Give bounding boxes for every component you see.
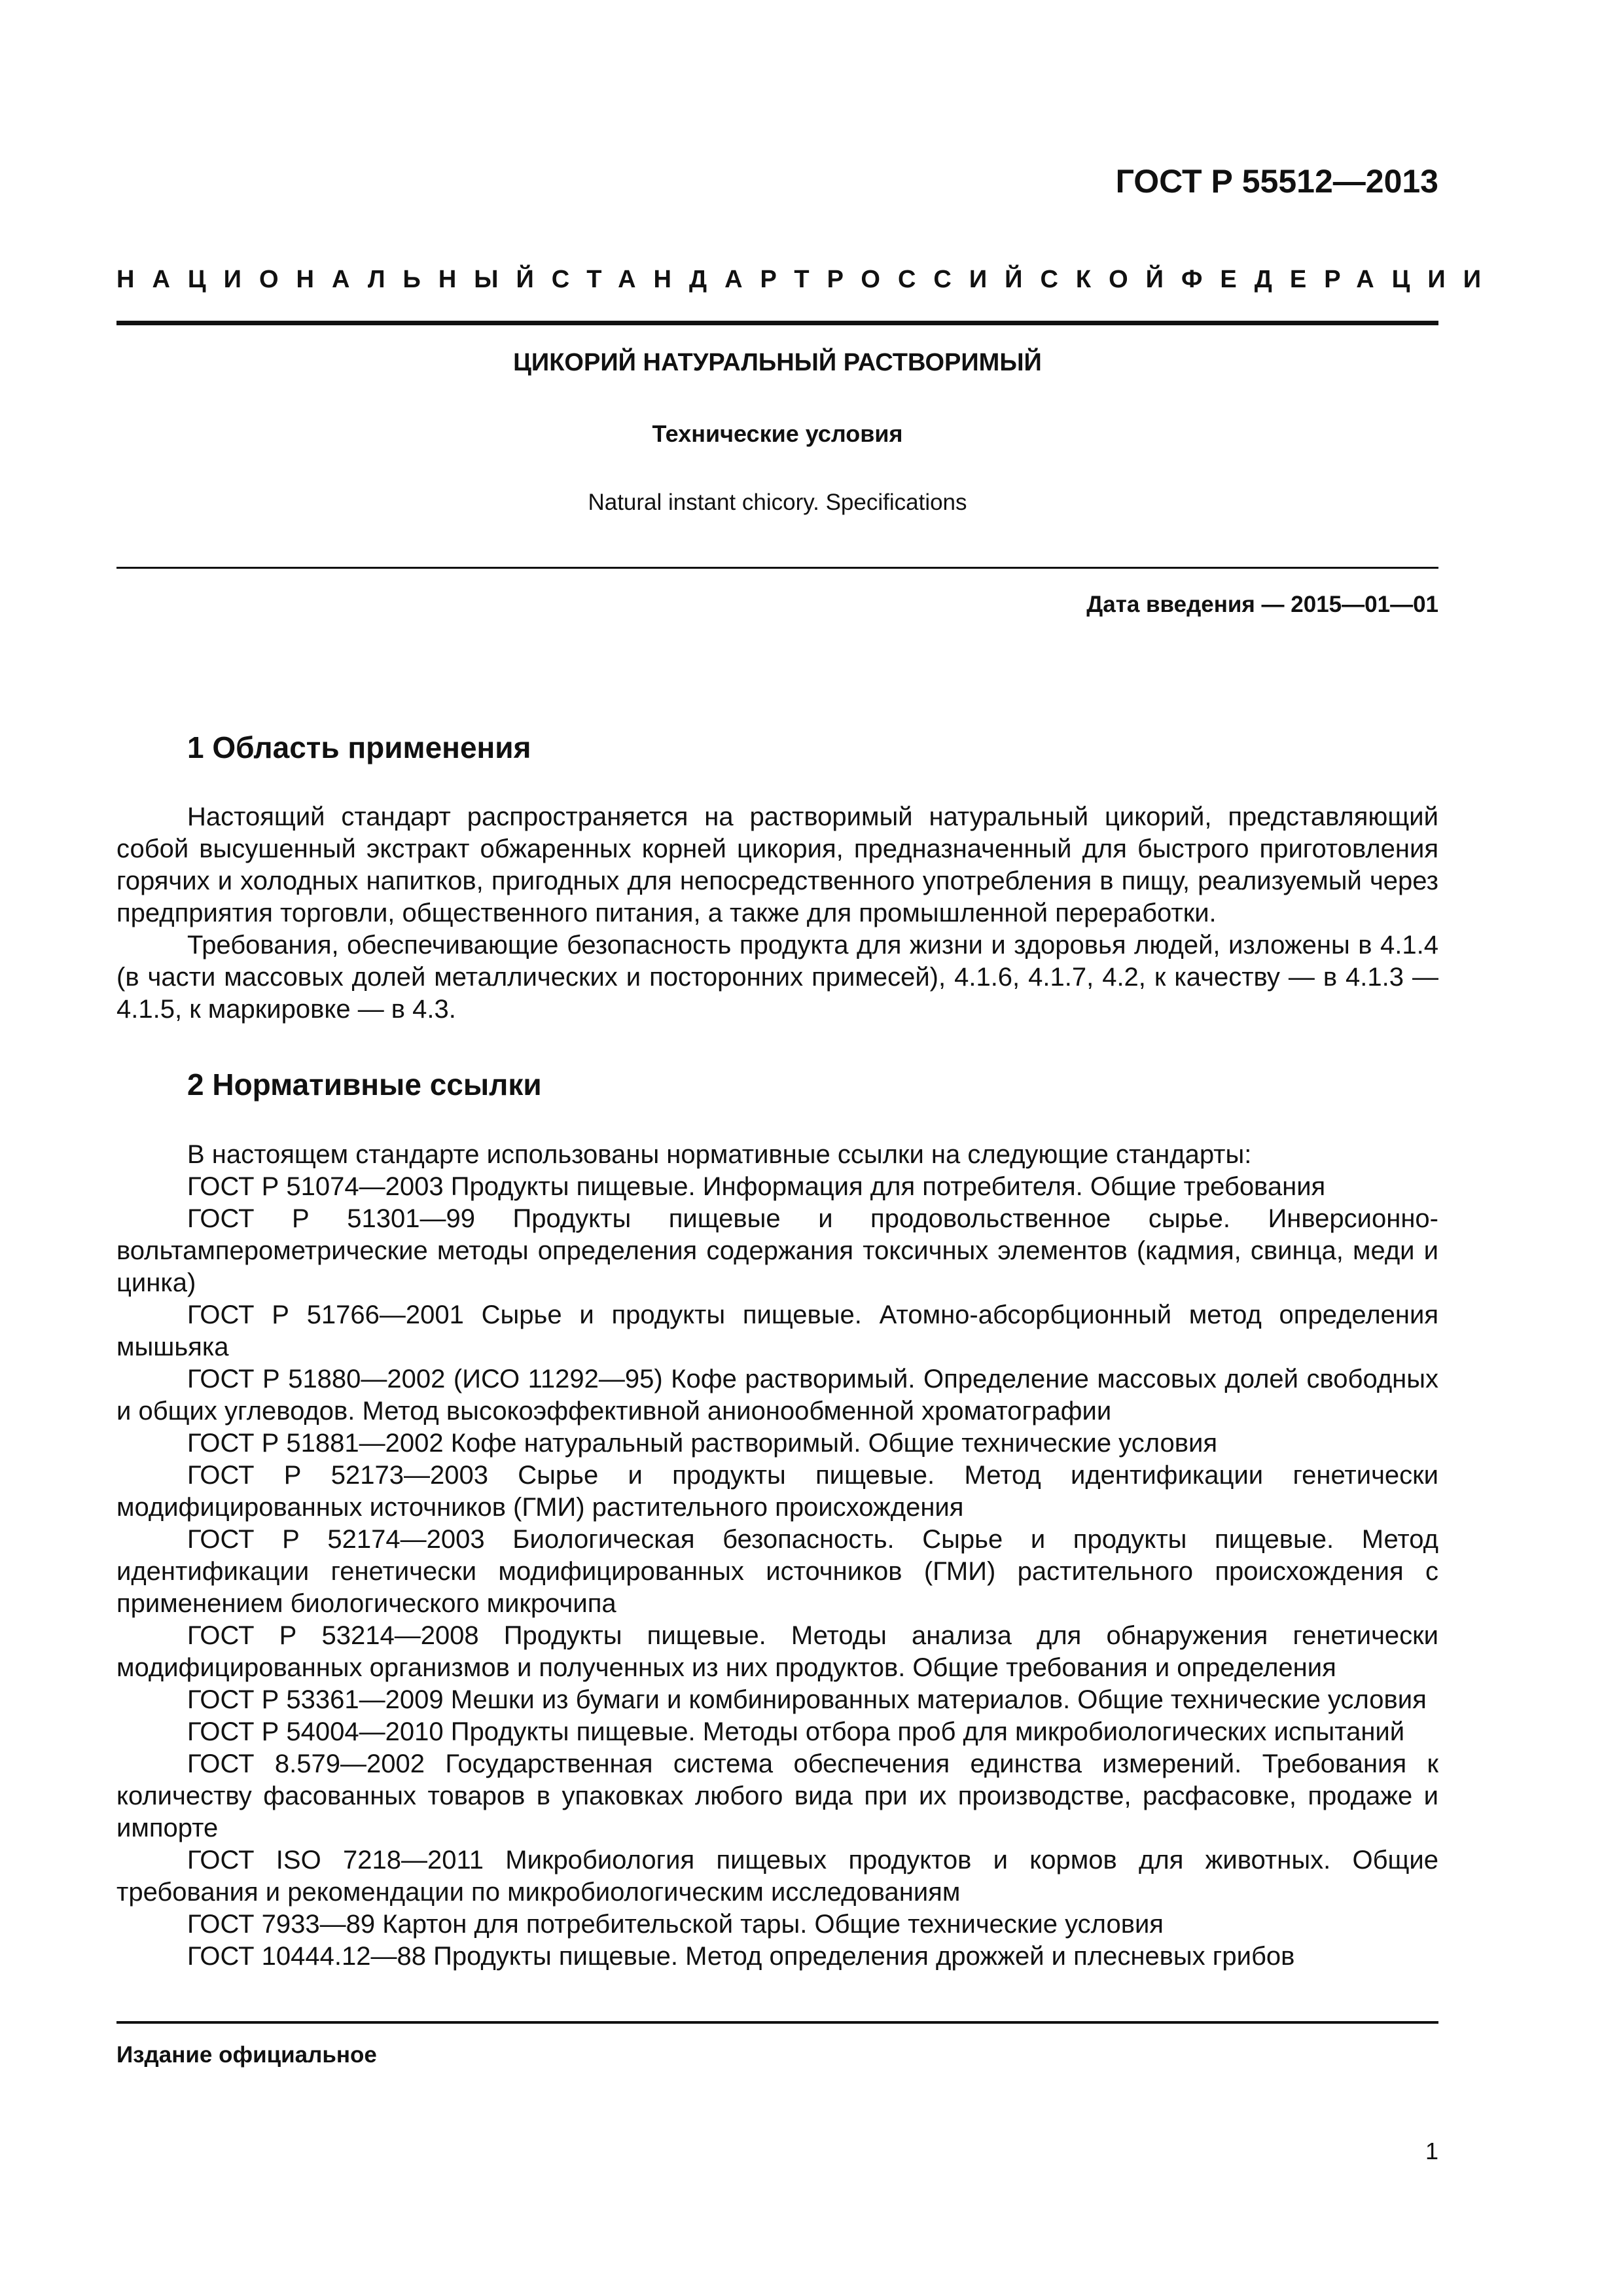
reference-item: ГОСТ Р 51766—2001 Сырье и продукты пищевые. Атомно-абсорбционный метод определения мышьяка [116,1300,1438,1361]
paragraph: Настоящий стандарт распространяется на растворимый натуральный цикорий, представляющий собой высушенный экстракт обжаренных корней цикория, предназначенный для быстрого приготовления горячих и холодных напитков, пригодных для непосредственного употребления в пищу, реализуемый через предприятия торговли, общественного питания, а также для промышленной переработки. [116,802,1438,927]
document-subtitle: Технические условия [652,420,903,447]
title-divider [116,567,1438,569]
edition-label: Издание официальное [116,2042,377,2068]
reference-item: ГОСТ Р 51881—2002 Кофе натуральный растворимый. Общие технические условия [187,1429,1218,1458]
reference-item: ГОСТ 8.579—2002 Государственная система обеспечения единства измерений. Требования к количеству фасованных товаров в упаковках любого вида при их производстве, расфасовке, продаже и импорте [116,1749,1438,1842]
reference-item: ГОСТ Р 54004—2010 Продукты пищевые. Методы отбора проб для микробиологических испытаний [187,1717,1405,1746]
page-number: 1 [1425,2138,1438,2164]
section-body [116,1139,1438,1973]
paragraph: Требования, обеспечивающие безопасность продукта для жизни и здоровья людей, изложены в 4.1.4 (в части массовых долей металлических и посторонних примесей), 4.1.6, 4.1.7, 4.2, к качеству — в 4.1.3 — 4.1.5, к маркировке — в 4.3. [116,931,1438,1024]
national-standard-banner [116,266,1499,294]
english-title: Natural instant chicory. Specifications [588,490,967,515]
document-title: ЦИКОРИЙ НАТУРАЛЬНЫЙ РАСТВОРИМЫЙ [513,349,1042,376]
introduction-date: Дата введения — 2015—01—01 [1086,592,1438,617]
section-body [116,801,1438,1026]
reference-item: ГОСТ Р 53214—2008 Продукты пищевые. Методы анализа для обнаружения генетически модифицированных организмов и полученных из них продуктов. Общие требования и определения [116,1621,1438,1682]
banner-word: НАЦИОНАЛЬНЫЙ [116,266,552,293]
reference-item: ГОСТ Р 51880—2002 (ИСО 11292—95) Кофе растворимый. Определение массовых долей свободных и общих углеводов. Метод высокоэффективной анионообменной хроматографии [116,1365,1438,1426]
paragraph: В настоящем стандарте использованы нормативные ссылки на следующие стандарты: [187,1140,1252,1169]
banner-word: СТАНДАРТ [551,266,827,293]
banner-word: РОССИЙСКОЙ [827,266,1181,293]
header-divider [116,321,1438,325]
reference-item: ГОСТ Р 51074—2003 Продукты пищевые. Информация для потребителя. Общие требования [187,1172,1326,1201]
section-heading: 1 Область применения [187,730,531,764]
document-code: ГОСТ Р 55512—2013 [1115,163,1438,200]
reference-item: ГОСТ Р 52174—2003 Биологическая безопасность. Сырье и продукты пищевые. Метод идентификации генетически модифицированных источников (ГМИ) растительного происхождения с применением биологического микрочипа [116,1525,1438,1618]
reference-item: ГОСТ Р 51301—99 Продукты пищевые и продовольственное сырье. Инверсионно-вольтамперометрические методы определения содержания токсичных элементов (кадмия, свинца, меди и цинка) [116,1204,1438,1297]
footer-divider [116,2021,1438,2024]
reference-item: ГОСТ 7933—89 Картон для потребительской тары. Общие технические условия [187,1910,1164,1939]
reference-item: ГОСТ ISO 7218—2011 Микробиология пищевых продуктов и кормов для животных. Общие требования и рекомендации по микробиологическим исследованиям [116,1846,1438,1907]
section-heading: 2 Нормативные ссылки [187,1067,542,1102]
banner-word: ФЕДЕРАЦИИ [1181,266,1499,293]
reference-item: ГОСТ 10444.12—88 Продукты пищевые. Метод определения дрожжей и плесневых грибов [187,1942,1295,1971]
reference-item: ГОСТ Р 52173—2003 Сырье и продукты пищевые. Метод идентификации генетически модифицированных источников (ГМИ) растительного происхождения [116,1461,1438,1522]
reference-item: ГОСТ Р 53361—2009 Мешки из бумаги и комбинированных материалов. Общие технические условия [187,1685,1427,1714]
